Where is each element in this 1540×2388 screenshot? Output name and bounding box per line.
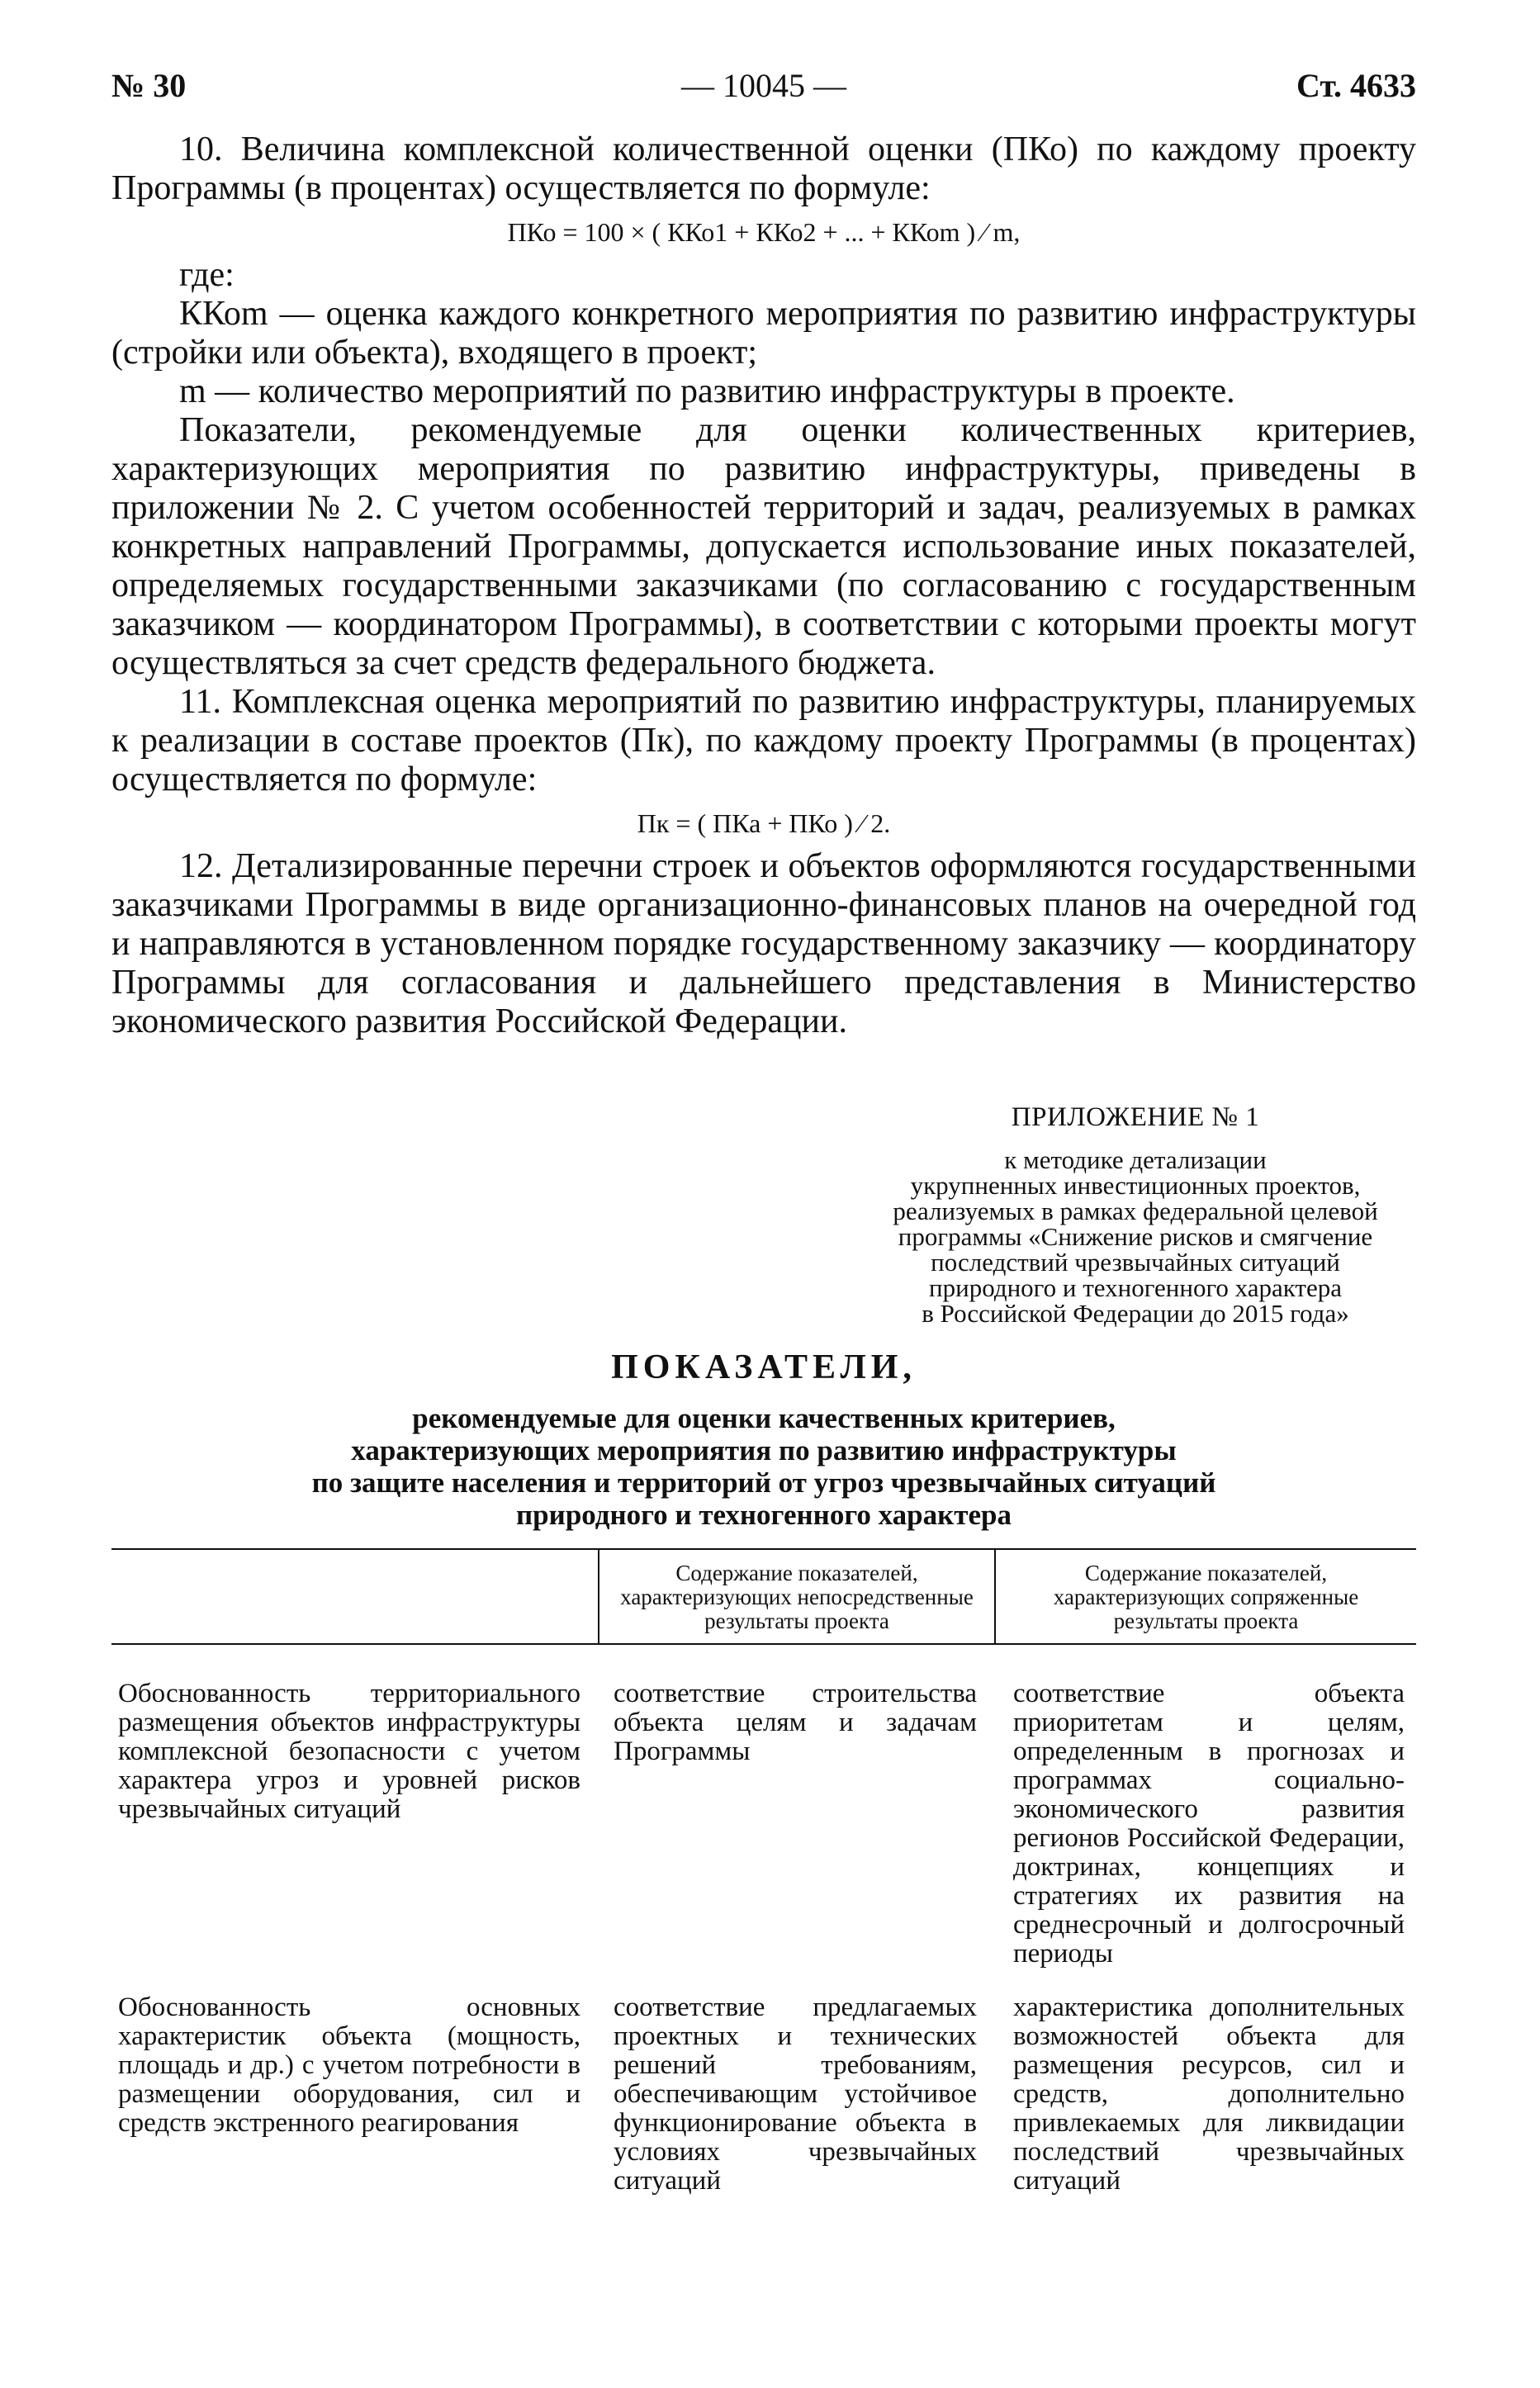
direct-result-cell: соответствие предлагаемых проектных и технических решений требованиям, обеспечивающим устойчивое функционирование объекта в условиях чрезвычайных ситуаций [614, 1992, 977, 2196]
related-result-cell: характеристика дополнительных возможностей объекта для размещения ресурсов, сил и средств, дополнительно привлекаемых для ликвидации последствий чрезвычайных ситуаций [1013, 1992, 1405, 2196]
appendix-line: реализуемых в рамках федеральной целевой [893, 1196, 1378, 1225]
formula-pko: ПКо = 100 × ( ККо1 + ККо2 + ... + ККоm ) ⁄ m, [507, 217, 1021, 247]
column-header-criterion [111, 1549, 599, 1644]
criterion-cell: Обоснованность территориального размещения объектов инфраструктуры комплексной безопасности с учетом характера угроз и уровней рисков чрезвычайных ситуаций [118, 1679, 580, 1824]
column-header-related: Содержание показателей, характеризующих сопряженные результаты проекта [995, 1549, 1416, 1644]
table-header-row [111, 1549, 1416, 1644]
appendix-line: программы «Снижение рисков и смягчение [898, 1222, 1373, 1251]
indicators-paragraph: Показатели, рекомендуемые для оценки количественных критериев, характеризующих мероприятия по развитию инфраструктуры, приведены в приложении № 2. С учетом особенностей территорий и задач, реализуемых в рамках конкретных направлений Программы, допускается использование иных показателей, определяемых государственными заказчиками (по согласованию с государственным заказчиком — координатором Программы), в соответствии с которыми проекты могут осуществляться за счет средств федерального бюджета. [111, 411, 1416, 682]
appendix-line: к методике детализации [1004, 1145, 1267, 1174]
body-text [111, 130, 1416, 1041]
page-number: — 10045 — [681, 67, 846, 104]
column-header-direct: Содержание показателей, характеризующих непосредственные результаты проекта [599, 1549, 995, 1644]
formula-pk: Пк = ( ПКа + ПКо ) ⁄ 2. [637, 808, 891, 838]
appendix-block [838, 1102, 1433, 1328]
paragraph-10: 10. Величина комплексной количественной оценки (ПКо) по каждому проекту Программы (в процентах) осуществляется по формуле: [111, 130, 1416, 207]
appendix-line: в Российской Федерации до 2015 года» [922, 1299, 1349, 1328]
indicators-title: ПОКАЗАТЕЛИ, [611, 1348, 917, 1386]
indicators-table [111, 1548, 1416, 2204]
appendix-line: последствий чрезвычайных ситуаций [931, 1248, 1340, 1277]
subtitle-line: природного и техногенного характера [516, 1499, 1012, 1531]
paragraph-12: 12. Детализированные перечни строек и объектов оформляются государственными заказчиками Программы в виде организационно-финансовых планов на очередной год и направляются в установленном порядке государственному заказчику — координатору Программы для согласования и дальнейшего представления в Министерство экономического развития Российской Федерации. [111, 847, 1416, 1040]
appendix-line: природного и техногенного характера [929, 1273, 1342, 1302]
direct-result-cell: соответствие строительства объекта целям и задачам Программы [614, 1679, 977, 1766]
paragraph-11: 11. Комплексная оценка мероприятий по развитию инфраструктуры, планируемых к реализации в составе проектов (Пк), по каждому проекту Программы (в процентах) осуществляется по формуле: [111, 683, 1416, 798]
subtitle-line: характеризующих мероприятия по развитию инфраструктуры [351, 1434, 1177, 1466]
related-result-cell: соответствие объекта приоритетам и целям, определенным в прогнозах и программах социально-экономического развития регионов Российской Федерации, доктринах, концепциях и стратегиях их развития на среднесрочный и долгосрочный периоды [1013, 1679, 1405, 1969]
table-row [111, 1663, 1416, 1977]
where-label: где: [179, 256, 235, 294]
subtitle-line: рекомендуемые для оценки качественных критериев, [412, 1402, 1116, 1434]
table-row [111, 1977, 1416, 2204]
indicators-subtitle [111, 1402, 1416, 1531]
appendix-line: укрупненных инвестиционных проектов, [910, 1171, 1361, 1200]
subtitle-line: по защите населения и территорий от угроз чрезвычайных ситуаций [311, 1466, 1216, 1499]
page-header [111, 66, 1416, 116]
article-number: Ст. 4633 [1296, 67, 1416, 104]
criterion-cell: Обоснованность основных характеристик объекта (мощность, площадь и др.) с учетом потребности в размещении оборудования, сил и средств экстренного реагирования [118, 1992, 580, 2138]
appendix-title: ПРИЛОЖЕНИЕ № 1 [1011, 1102, 1260, 1132]
issue-number: № 30 [111, 67, 187, 104]
kkom-definition: ККоm — оценка каждого конкретного мероприятия по развитию инфраструктуры (стройки или объекта), входящего в проект; [111, 295, 1416, 372]
m-definition: m — количество мероприятий по развитию инфраструктуры в проекте. [179, 372, 1235, 410]
